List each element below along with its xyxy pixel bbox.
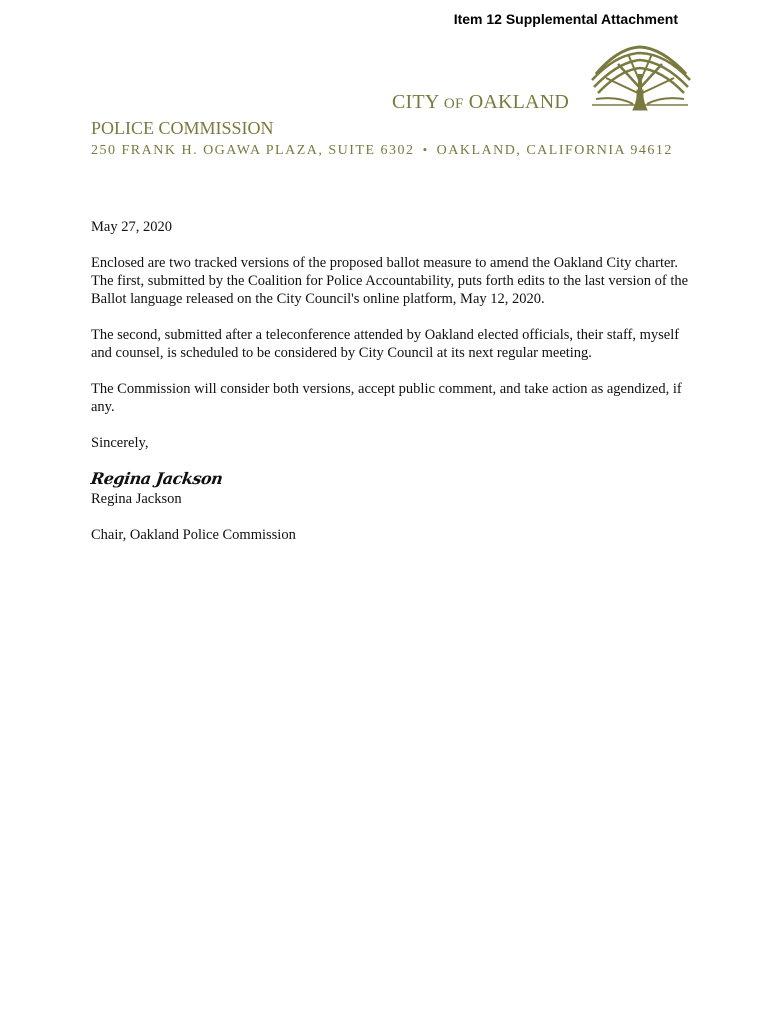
letterhead-address [91,142,673,159]
oak-tree-icon [588,44,692,112]
city-of: OF [443,96,464,112]
letter-paragraph-1: Enclosed are two tracked versions of the proposed ballot measure to amend the Oakland City charter. The first, submitted by the Coalition for Police Accountability, puts forth edits to the last version of the Ballot language released on the City Council's online platform, May 12, 2020. [91,255,689,307]
signer-title: Chair, Oakland Police Commission [91,527,296,543]
address-street: 250 FRANK H. OGAWA PLAZA, SUITE 6302 [91,143,415,158]
letterhead-city-title [392,91,569,114]
department-name: POLICE COMMISSION [91,118,274,138]
letter-body [91,218,691,562]
address-city: OAKLAND, CALIFORNIA 94612 [436,143,673,158]
letter-closing: Sincerely, [91,435,149,451]
letter-paragraph-2: The second, submitted after a teleconference attended by Oakland elected officials, their staff, myself and counsel, is scheduled to be considered by City Council at its next regular meeting. [91,327,680,361]
handwritten-signature: Regina Jackson [89,469,224,488]
attachment-label: Item 12 Supplemental Attachment [453,11,678,27]
letter-paragraph-3: The Commission will consider both versions, accept public comment, and take action as agendized, if any. [91,381,682,415]
letter-date: May 27, 2020 [91,219,172,235]
city-prefix: CITY [392,91,439,113]
city-name: OAKLAND [468,91,569,113]
signer-name: Regina Jackson [91,491,182,507]
address-separator: • [422,142,429,157]
